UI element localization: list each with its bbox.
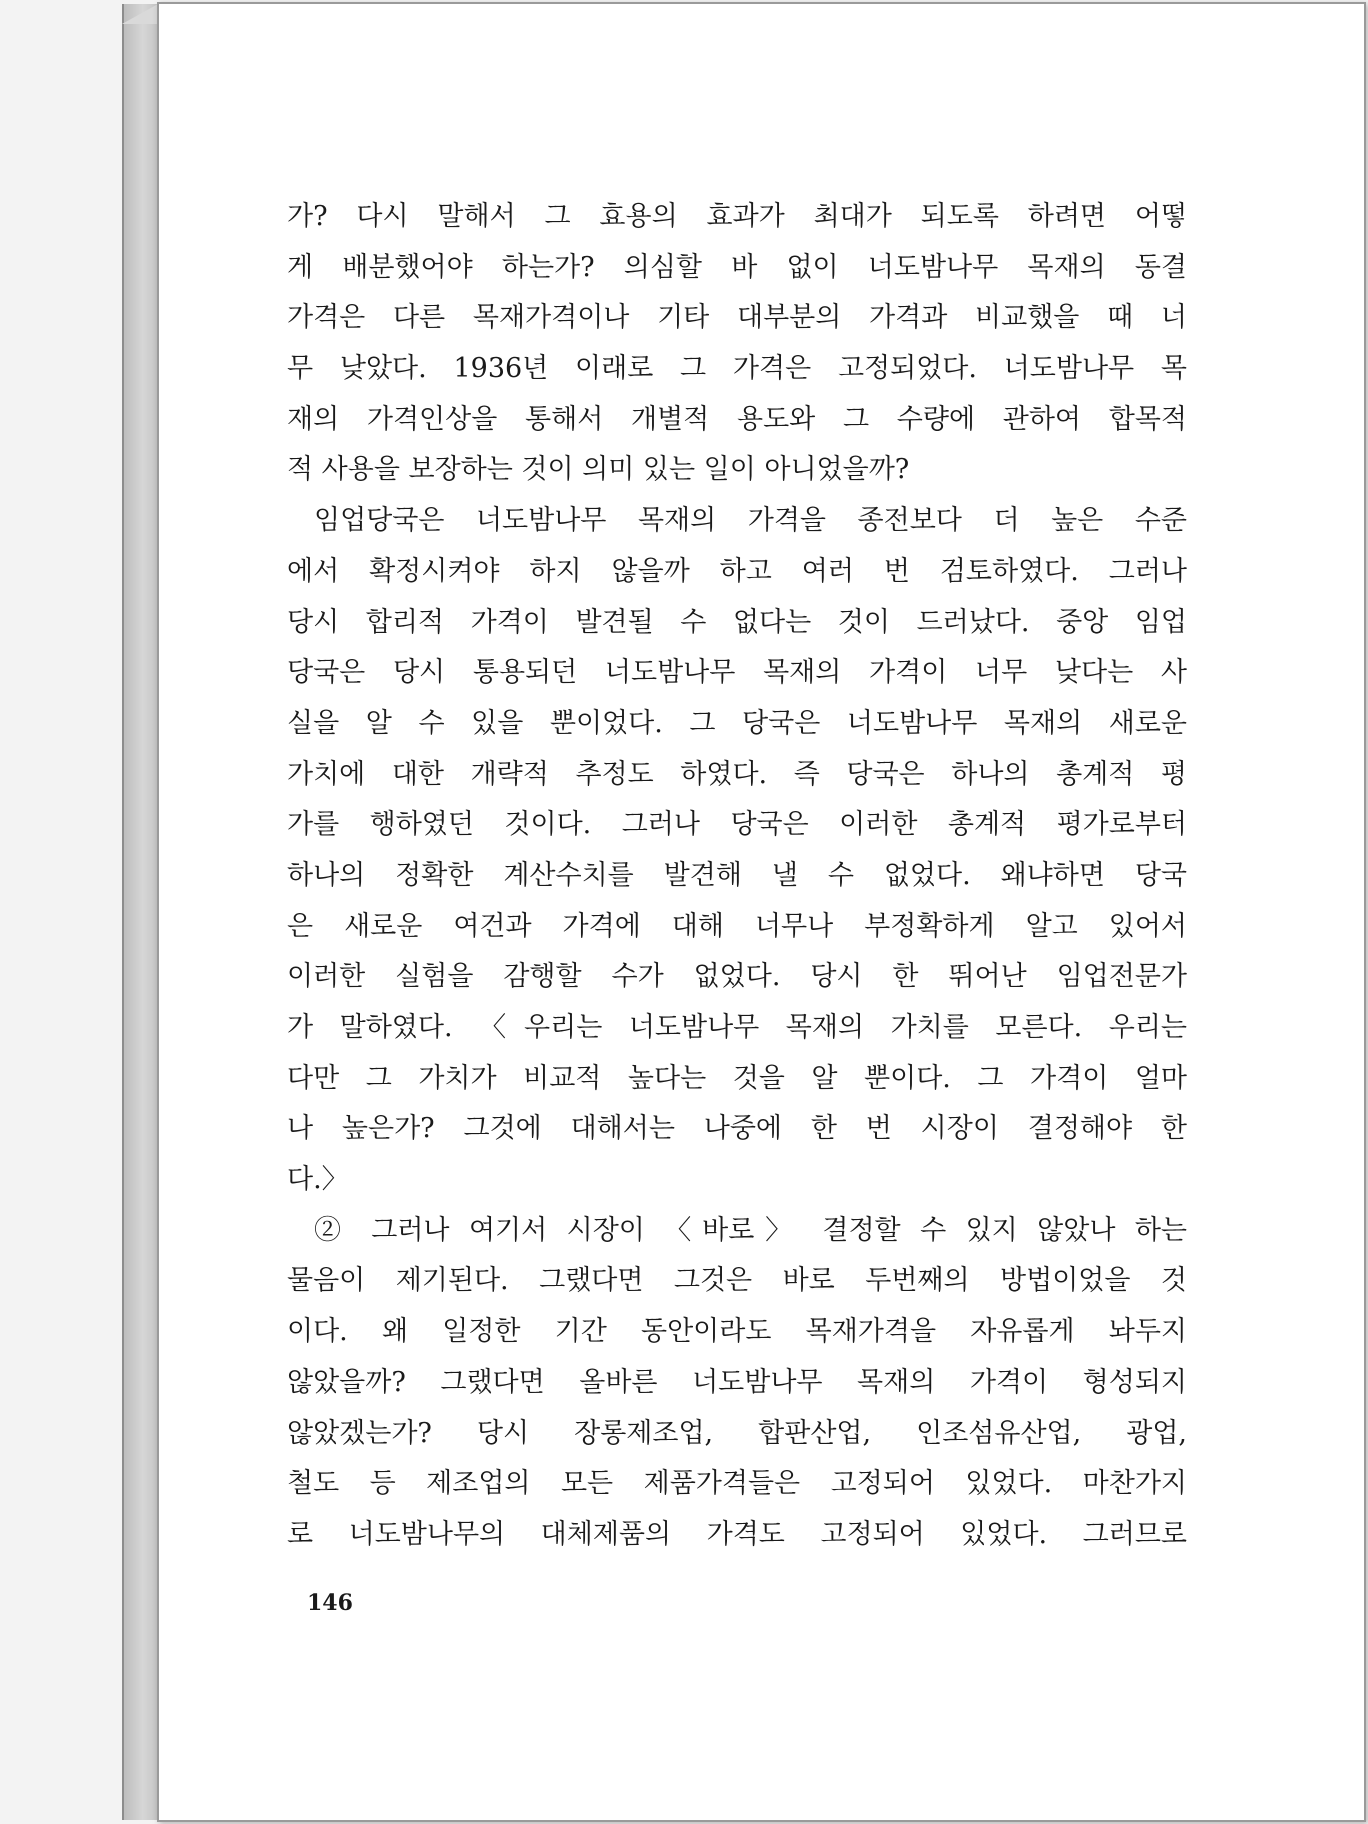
paragraph-start-line: ② 그러나 여기서 시장이 〈바로〉 결정할 수 있지 않았나 하는 xyxy=(314,1214,1187,1246)
text-line: 가 말하였다. 〈우리는 너도밤나무 목재의 가치를 모른다. 우리는 xyxy=(287,1012,1187,1043)
text-line: 않았겠는가? 당시 장롱제조업, 합판산업, 인조섬유산업, 광업, xyxy=(287,1417,1187,1449)
paragraph-start-line: 임업당국은 너도밤나무 목재의 가격을 종전보다 더 높은 수준 xyxy=(314,505,1187,537)
body-text xyxy=(287,192,1187,1561)
text-line: 이다. 왜 일정한 기간 동안이라도 목재가격을 자유롭게 놔두지 xyxy=(287,1316,1187,1348)
text-line: 무 낮았다. 1936년 이래로 그 가격은 고정되었다. 너도밤나무 목 xyxy=(287,353,1187,385)
text-line: 나 높은가? 그것에 대해서는 나중에 한 번 시장이 결정해야 한 xyxy=(287,1113,1187,1145)
book-page xyxy=(157,2,1366,1822)
text-line: 가를 행하였던 것이다. 그러나 당국은 이러한 총계적 평가로부터 xyxy=(287,809,1187,841)
book-spine-top xyxy=(122,4,158,24)
text-line: 가격은 다른 목재가격이나 기타 대부분의 가격과 비교했을 때 너 xyxy=(287,302,1187,334)
text-line: 다.〉 xyxy=(287,1164,349,1196)
text-line: 재의 가격인상을 통해서 개별적 용도와 그 수량에 관하여 합목적 xyxy=(287,403,1187,435)
text-line: 이러한 실험을 감행할 수가 없었다. 당시 한 뛰어난 임업전문가 xyxy=(287,961,1187,993)
text-line: 물음이 제기된다. 그랬다면 그것은 바로 두번째의 방법이었을 것 xyxy=(287,1265,1187,1297)
book-spine xyxy=(122,4,158,1820)
text-line: 당국은 당시 통용되던 너도밤나무 목재의 가격이 너무 낮다는 사 xyxy=(287,657,1187,689)
text-line: 철도 등 제조업의 모든 제품가격들은 고정되어 있었다. 마찬가지 xyxy=(287,1468,1187,1500)
text-line: 다만 그 가치가 비교적 높다는 것을 알 뿐이다. 그 가격이 얼마 xyxy=(287,1062,1187,1094)
text-line: 않았을까? 그랬다면 올바른 너도밤나무 목재의 가격이 형성되지 xyxy=(287,1366,1187,1398)
text-line: 가치에 대한 개략적 추정도 하였다. 즉 당국은 하나의 총계적 평 xyxy=(287,758,1187,790)
text-line: 로 너도밤나무의 대체제품의 가격도 고정되어 있었다. 그러므로 xyxy=(287,1518,1187,1550)
text-line: 게 배분했어야 하는가? 의심할 바 없이 너도밤나무 목재의 동결 xyxy=(287,251,1187,283)
text-line: 당시 합리적 가격이 발견될 수 없다는 것이 드러났다. 중앙 임업 xyxy=(287,606,1187,638)
text-line: 가? 다시 말해서 그 효용의 효과가 최대가 되도록 하려면 어떻 xyxy=(287,201,1187,232)
text-line: 실을 알 수 있을 뿐이었다. 그 당국은 너도밤나무 목재의 새로운 xyxy=(287,707,1187,739)
page-number: 146 xyxy=(307,1590,353,1616)
text-line: 하나의 정확한 계산수치를 발견해 낼 수 없었다. 왜냐하면 당국 xyxy=(287,859,1187,891)
text-line: 에서 확정시켜야 하지 않을까 하고 여러 번 검토하였다. 그러나 xyxy=(287,555,1187,587)
text-line: 적 사용을 보장하는 것이 의미 있는 일이 아니었을까? xyxy=(287,454,910,486)
text-line: 은 새로운 여건과 가격에 대해 너무나 부정확하게 알고 있어서 xyxy=(287,910,1187,942)
